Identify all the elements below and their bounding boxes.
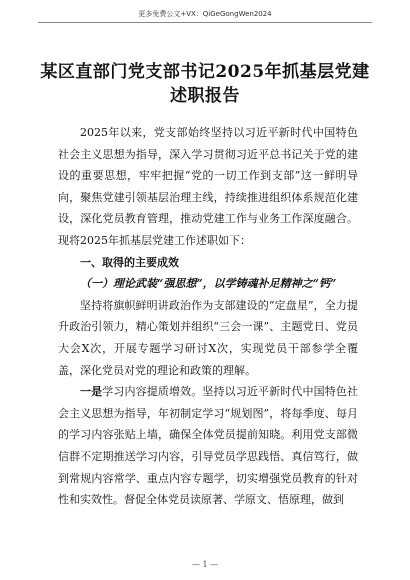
point-lead: 一是	[80, 385, 103, 399]
subsection-heading: （一）理论武装“强思想”，以学铸魂补足精神之“钙”	[80, 277, 337, 291]
intro-paragraph: 2025年以来，党支部始终坚持以习近平新时代中国特色社会主义思想为指导，深入学习贯彻习近平总书记关于党的建设的重要思想，牢牢把握“党的一切工作到支部”这一鲜明导向，聚焦党建引领基层治理主线，持续推进组织体系规范化建设，深化党员教育管理，推动党建工作与业务工作深度融合。现将2025年抓基层党建工作述职如下：	[58, 126, 358, 247]
document-title: 某区直部门党支部书记2025年抓基层党建述职报告	[40, 62, 370, 106]
document-body	[58, 122, 358, 511]
page-number: — 1 —	[191, 560, 219, 569]
point-paragraph	[58, 381, 358, 511]
subsection-paragraph: 坚持将旗帜鲜明讲政治作为支部建设的“定盘星”，全力提升政治引领力，精心策划并组织“三会一课”、主题党日、党员大会X次，开展专题学习研讨X次，实现党员干部参学全覆盖，深化党员对党的理论和政策的理解。	[58, 298, 358, 377]
header-divider	[38, 22, 372, 23]
page-header: 更多免费公文+VX：QiGeGongWen2024	[138, 10, 272, 18]
section-heading: 一、取得的主要成效	[80, 255, 179, 269]
point-body: 学习内容提质增效。坚持以习近平新时代中国特色社会主义思想为指导，年初制定学习“规划图”，将每季度、每月的学习内容张贴上墙，确保全体党员提前知晓。利用党支部微信群不定期推送学习内容，引导党员学思践悟、真信笃行，做到常规内容常学、重点内容专题学，切实增强党员教育的针对性和实效性。督促全体党员读原著、学原文、悟原理，做到	[58, 385, 358, 507]
